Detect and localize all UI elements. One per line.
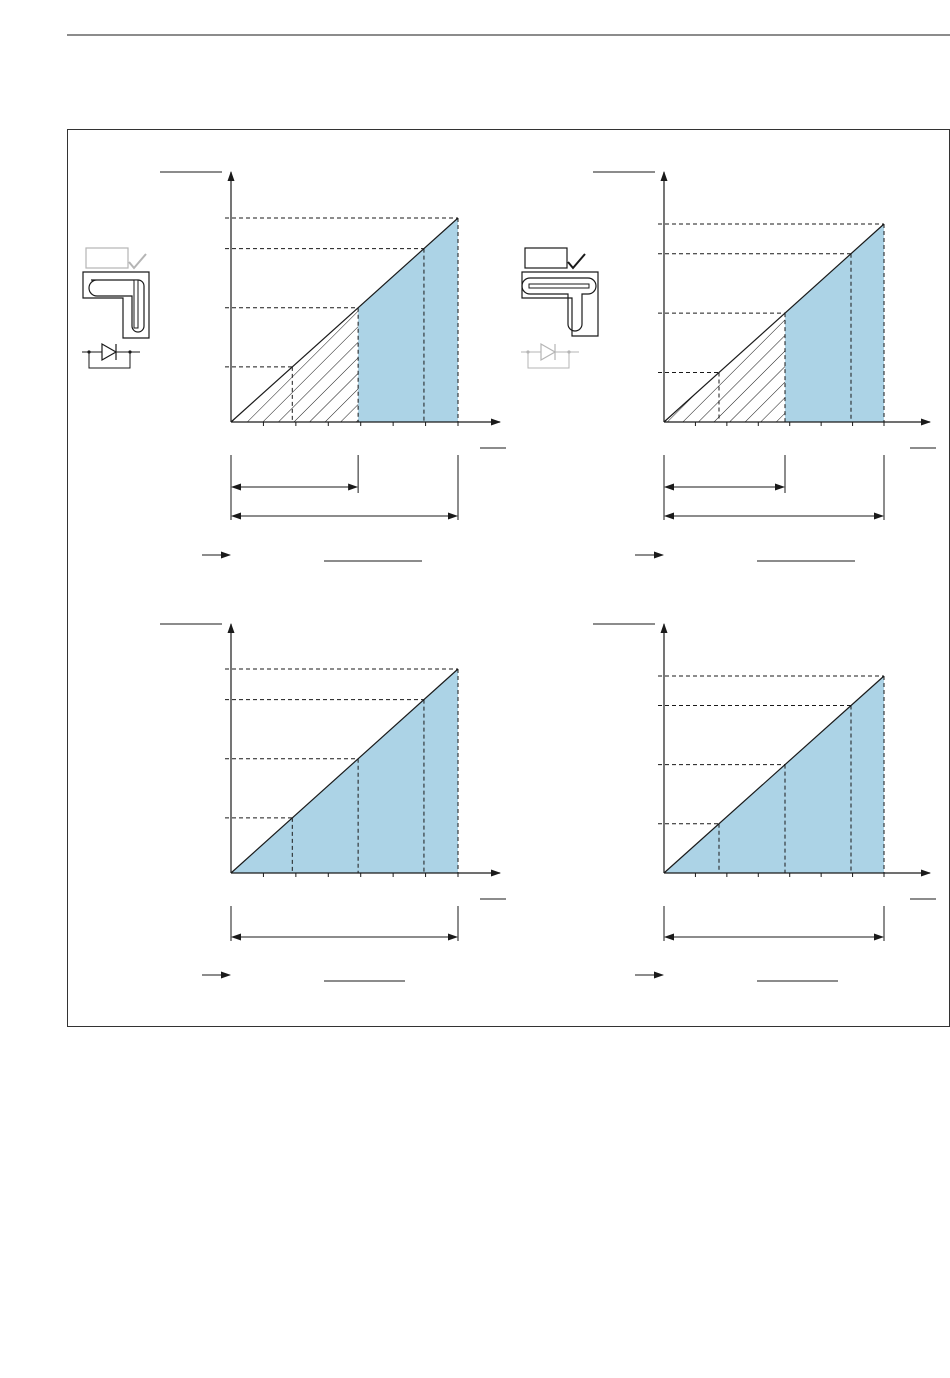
sensor-housing xyxy=(522,272,598,336)
label-box xyxy=(525,248,567,268)
panel-top-left xyxy=(82,172,506,561)
panel-bottom-right xyxy=(593,624,936,981)
diode-icon xyxy=(82,344,140,368)
figure-frame xyxy=(68,130,950,1027)
panel-bottom-left xyxy=(160,624,506,981)
panel-top-right xyxy=(521,172,936,561)
sensor-icon xyxy=(82,248,149,368)
sensor-housing xyxy=(83,272,149,338)
panels-layer xyxy=(82,172,936,981)
checkmark-icon xyxy=(568,254,585,268)
diode-icon xyxy=(521,344,579,368)
label-box xyxy=(86,248,128,268)
sensor-slot xyxy=(529,284,589,288)
checkmark-icon xyxy=(129,254,146,268)
sensor-slot xyxy=(134,280,138,328)
sensor-icon xyxy=(521,248,598,368)
